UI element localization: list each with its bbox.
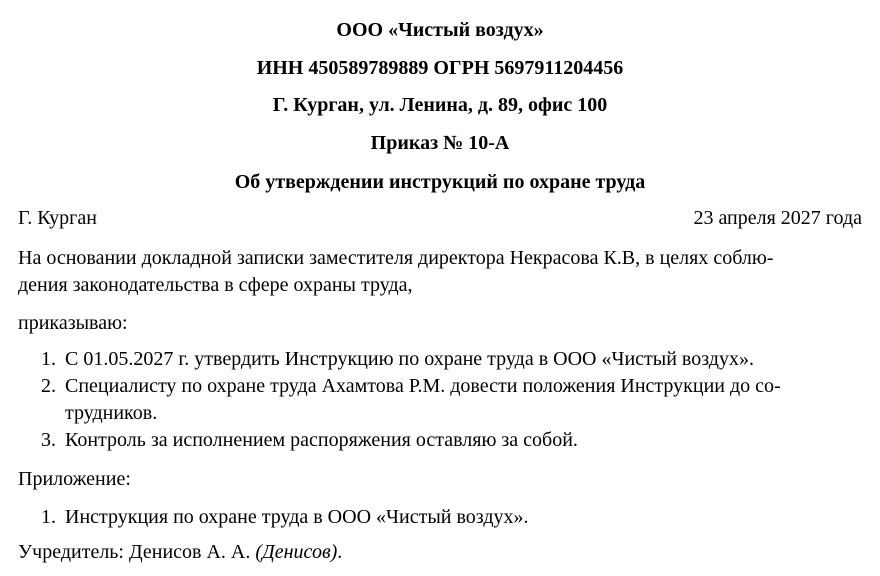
basis-paragraph	[18, 245, 866, 299]
attachment-title: Приложение:	[18, 468, 131, 490]
item-text: Контроль за исполнением распоряжения оставляю за собой.	[65, 429, 578, 451]
basis-line: На основании докладной записки заместителя директора Некрасова К.В, в целях соблю-	[18, 247, 774, 269]
list-item	[18, 373, 866, 427]
founder-signature: (Денисов)	[255, 541, 338, 563]
list-item	[18, 504, 866, 531]
item-text: Специалисту по охране труда Ахамтова Р.М. довести положения Инструкции до со-	[65, 375, 781, 397]
order-word: приказываю:	[18, 312, 128, 334]
registration-numbers: ИНН 450589789889 ОГРН 5697911204456	[256, 57, 624, 79]
founder-label: Учредитель: Денисов А. А.	[18, 541, 251, 563]
date: 23 апреля 2027 года	[693, 207, 862, 229]
founder-signature-line	[18, 540, 342, 564]
place-date-row	[18, 206, 862, 230]
org-address: Г. Курган, ул. Ленина, д. 89, офис 100	[272, 94, 608, 116]
item-number: 1.	[41, 506, 56, 528]
order-subject: Об утверждении инструкций по охране труда	[234, 171, 646, 193]
order-items-list	[18, 346, 866, 454]
org-name: ООО «Чистый воздух»	[336, 19, 544, 41]
founder-end: .	[337, 541, 343, 563]
attachment-list	[18, 504, 866, 531]
list-item	[18, 427, 866, 454]
order-number: Приказ № 10-А	[370, 132, 510, 154]
item-number: 3.	[41, 429, 56, 451]
item-text: С 01.05.2027 г. утвердить Инструкцию по охране труда в ООО «Чистый воздух».	[65, 348, 754, 370]
item-text: Инструкция по охране труда в ООО «Чистый воздух».	[65, 506, 529, 528]
item-number: 1.	[41, 348, 56, 370]
place: Г. Курган	[18, 207, 97, 229]
item-number: 2.	[41, 375, 56, 397]
list-item	[18, 346, 866, 373]
basis-line: дения законодательства в сфере охраны труда,	[18, 274, 413, 296]
item-text-continuation: трудников.	[65, 402, 158, 424]
